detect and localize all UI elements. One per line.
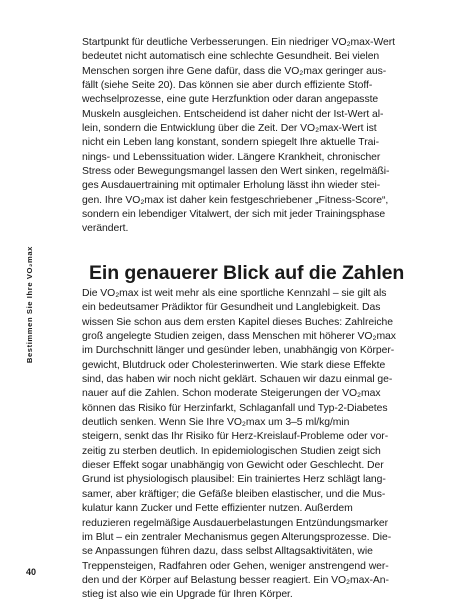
- text-line: nings- und Lebenssituation wider. Längere Krankheit, chronischer: [82, 151, 381, 163]
- text-line: sind, das haben wir noch nicht geklärt. Schauen wir dazu einmal ge-: [82, 374, 393, 386]
- text-line: samer, aber kräftiger; die Gefäße bleiben elastischer, und die Mus-: [82, 488, 386, 500]
- text-line: ein bedeutsamer Prädiktor für Gesundheit und Langlebigkeit. Das: [82, 302, 381, 314]
- text-line: se Anpassungen führen dazu, dass selbst Alltagsaktivitäten, wie: [82, 546, 373, 558]
- text-line: stieg ist also wie ein Upgrade für Ihren Körper.: [82, 589, 293, 601]
- text-line: nicht ein Leben lang konstant, sondern spiegelt Ihre aktuelle Trai-: [82, 137, 380, 149]
- text-line: kulatur kann Zucker und Fette effizienter nutzen. Außerdem: [82, 503, 353, 515]
- text-line: im Durchschnitt länger und gesünder leben, unabhängig von Körper-: [82, 345, 395, 357]
- section-heading: Ein genauerer Blick auf die Zahlen: [89, 262, 405, 285]
- text-line: ges Ausdauertraining mit optimaler Erholung lässt ihn wieder stei-: [82, 180, 381, 192]
- text-line: deutlich senken. Wenn Sie Ihre VO₂max um 3–5 ml/kg/min: [82, 417, 350, 429]
- text-line: nauer auf die Zahlen. Schon moderate Steigerungen der VO₂max: [82, 388, 381, 400]
- text-line: steigern, senkt das Ihr Risiko für Herz-Kreislauf-Probleme oder vor-: [82, 431, 389, 443]
- text-line: im Blut – ein zentraler Mechanismus gegen Alterungsprozesse. Die-: [82, 531, 392, 543]
- page-number: 40: [26, 567, 37, 577]
- text-line: gewicht, Blutdruck oder Cholesterinwerten. Wie stark diese Effekte: [82, 359, 386, 371]
- intro-paragraph: [82, 36, 412, 237]
- text-line: Treppensteigen, Radfahren oder Gehen, weniger anstrengend wer-: [82, 560, 389, 572]
- side-tab: [22, 246, 38, 364]
- text-line: Startpunkt für deutliche Verbesserungen. Ein niedriger VO₂max-Wert: [82, 37, 395, 48]
- text-line: dieser Effekt sogar unabhängig von Gewicht oder Geschlecht. Der: [82, 460, 384, 472]
- section-paragraph: [82, 287, 412, 603]
- text-line: den und der Körper auf Belastung besser reagiert. Ein VO₂max-An-: [82, 574, 389, 586]
- text-line: reduzieren regelmäßige Ausdauerbelastungen Entzündungsmarker: [82, 517, 389, 529]
- text-line: Grund ist physiologisch plausibel: Ein trainiertes Herz schlägt lang-: [82, 474, 386, 486]
- text-line: zeitig zu sterben deutlich. In epidemiologischen Studien zeigt sich: [82, 445, 381, 457]
- side-tab-label: Bestimmen Sie Ihre VO₂max: [25, 246, 34, 364]
- text-line: wechselprozesse, eine gute Herzfunktion oder daran angepasste: [82, 94, 379, 106]
- text-line: Muskeln ausgleichen. Entscheidend ist daher nicht der Ist-Wert al-: [82, 108, 384, 120]
- text-line: bedeutet nicht automatisch eine schlechte Gesundheit. Bei vielen: [82, 51, 380, 63]
- text-line: fällt (siehe Seite 20). Das können sie aber durch effiziente Stoff-: [82, 80, 373, 92]
- text-line: groß angelegte Studien zeigen, dass Menschen mit höherer VO₂max: [82, 331, 396, 343]
- text-line: gen. Ihre VO₂max ist daher kein festgeschriebener „Fitness-Score“,: [82, 194, 389, 206]
- text-line: können das Risiko für Herzinfarkt, Schlaganfall und Typ-2-Diabetes: [82, 402, 388, 414]
- text-line: Die VO₂max ist weit mehr als eine sportliche Kennzahl – sie gilt als: [82, 288, 387, 299]
- text-line: Menschen sorgen ihre Gene dafür, dass die VO₂max geringer aus-: [82, 65, 387, 77]
- text-line: lein, sondern die Entwicklung über die Zeit. Der VO₂max-Wert ist: [82, 123, 377, 135]
- text-line: verändert.: [82, 223, 129, 235]
- text-line: sondern ein lebendiger Vitalwert, der sich mit jeder Trainingsphase: [82, 209, 386, 221]
- text-line: Stress oder Bewegungsmangel lassen den Wert sinken, regelmäßi-: [82, 166, 390, 178]
- text-line: wissen Sie schon aus dem ersten Kapitel dieses Buches: Zahlreiche: [82, 316, 393, 328]
